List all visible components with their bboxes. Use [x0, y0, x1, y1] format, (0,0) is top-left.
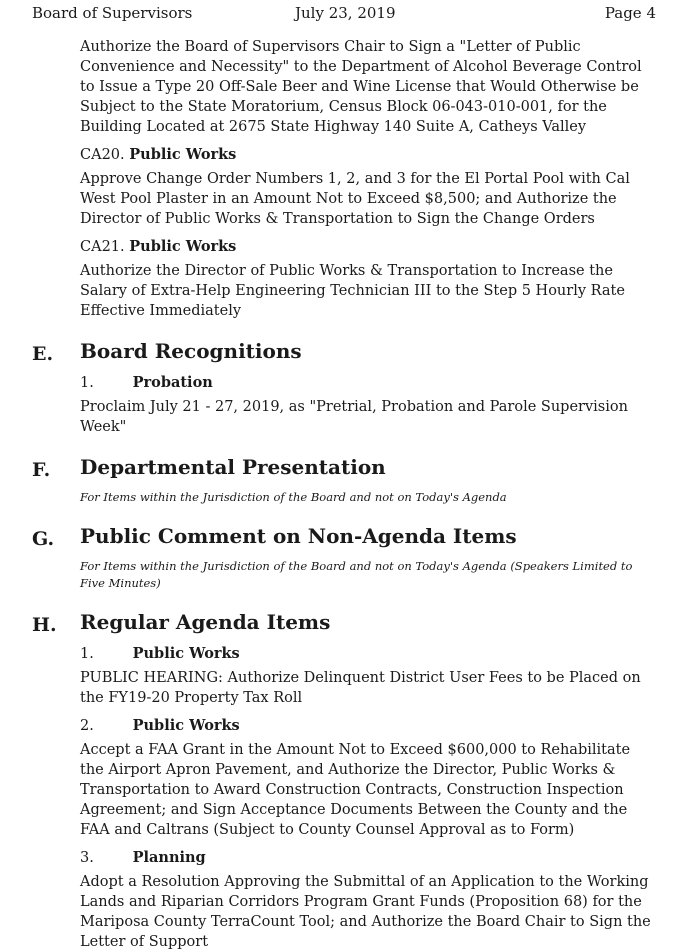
item-department: Public Works — [132, 645, 240, 662]
item-number: CA20. — [80, 147, 125, 163]
section-letter: F. — [32, 459, 51, 481]
section-title: Departmental Presentation — [80, 455, 386, 479]
section-title: Public Comment on Non-Agenda Items — [80, 524, 517, 548]
item-number: 2. — [80, 718, 94, 734]
section-title: Regular Agenda Items — [80, 610, 331, 634]
item-number: 1. — [80, 646, 94, 662]
item-heading-h3 — [80, 848, 656, 868]
section-heading-h — [0, 608, 680, 644]
item-text: Approve Change Order Numbers 1, 2, and 3 for the El Portal Pool with Cal West Pool Plaster in an Amount Not to Exceed $8,500; and Authorize the Director of Public Works & Transportation to Sign the Change Orders — [80, 171, 630, 227]
item-department: Planning — [132, 849, 206, 866]
section-note: For Items within the Jurisdiction of the Board and not on Today's Agenda — [80, 490, 507, 504]
item-heading-h1 — [80, 644, 656, 664]
item-department: Public Works — [132, 717, 240, 734]
item-heading-e1 — [80, 373, 656, 393]
item-heading-ca21 — [80, 237, 656, 257]
item-number: CA21. — [80, 239, 125, 255]
item-text: Accept a FAA Grant in the Amount Not to Exceed $600,000 to Rehabilitate the Airport Apron Pavement, and Authorize the Director, Public Works & Transportation to Award Construction Contracts, Construction Inspection Agreement; and Sign Acceptance Documents Between the County and the FAA and Caltrans (Subject to County Counsel Approval as to Form) — [80, 742, 631, 838]
section-note: For Items within the Jurisdiction of the Board and not on Today's Agenda (Speakers Limited to Five Minutes) — [80, 559, 633, 590]
section-letter: G. — [32, 528, 55, 550]
page-header — [0, 4, 680, 24]
item-text: Proclaim July 21 - 27, 2019, as "Pretrial, Probation and Parole Supervision Week" — [80, 399, 628, 435]
section-title: Board Recognitions — [80, 339, 302, 363]
header-date: July 23, 2019 — [295, 4, 396, 22]
section-letter: H. — [32, 614, 57, 636]
header-org: Board of Supervisors — [32, 4, 193, 22]
section-letter: E. — [32, 343, 54, 365]
item-heading-h2 — [80, 716, 656, 736]
item-number: 3. — [80, 850, 94, 866]
agenda-content — [0, 37, 680, 952]
header-page-number: Page 4 — [604, 4, 656, 22]
item-number: 1. — [80, 375, 94, 391]
section-heading-e — [0, 337, 680, 373]
item-department: Public Works — [129, 146, 237, 163]
item-department: Probation — [132, 374, 213, 391]
item-department: Public Works — [129, 238, 237, 255]
item-text: Authorize the Director of Public Works & Transportation to Increase the Salary of Extra-Help Engineering Technician III to the Step 5 Hourly Rate Effective Immediately — [80, 263, 625, 319]
item-text: Authorize the Board of Supervisors Chair to Sign a "Letter of Public Convenience and Necessity" to the Department of Alcohol Beverage Control to Issue a Type 20 Off-Sale Beer and Wine License that Would Otherwise be Subject to the State Moratorium, Census Block 06-043-010-001, for the Building Located at 2675 State Highway 140 Suite A, Catheys Valley — [80, 39, 642, 135]
item-text: PUBLIC HEARING: Authorize Delinquent District User Fees to be Placed on the FY19-20 Property Tax Roll — [80, 670, 641, 706]
section-heading-g — [0, 522, 680, 558]
item-text: Adopt a Resolution Approving the Submittal of an Application to the Working Lands and Riparian Corridors Program Grant Funds (Proposition 68) for the Mariposa County TerraCount Tool; and Authorize the Board Chair to Sign the Letter of Support — [80, 874, 651, 950]
section-heading-f — [0, 453, 680, 489]
item-heading-ca20 — [80, 145, 656, 165]
